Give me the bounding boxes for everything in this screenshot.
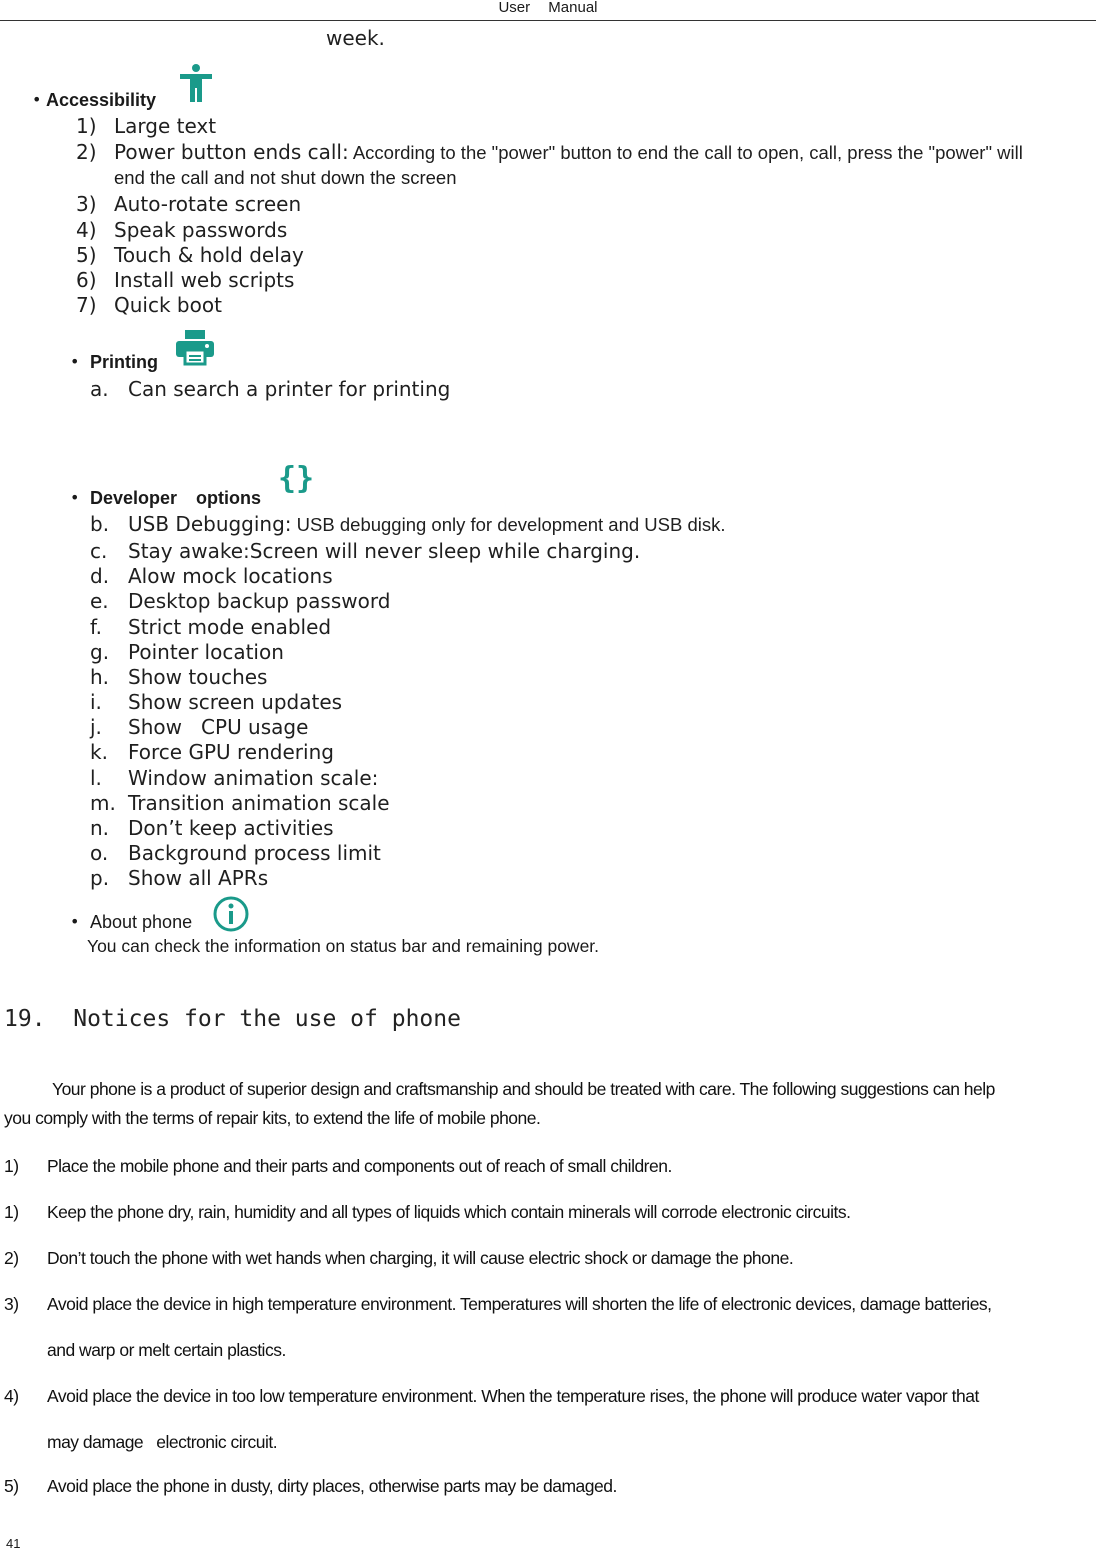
list-item (128, 791, 390, 815)
list-item-label: Window animation scale: (128, 766, 379, 790)
list-item (128, 640, 284, 664)
list-item (114, 268, 294, 292)
accessibility-icon (178, 63, 214, 103)
notice-text: Keep the phone dry, rain, humidity and all types of liquids which contain minerals will corrode electronic circuits. (47, 1202, 851, 1222)
list-item (114, 140, 1023, 165)
list-item-letter: a. (90, 377, 109, 401)
accessibility-title: Accessibility (46, 90, 157, 110)
list-item (128, 766, 378, 790)
section-intro-line-1: Your phone is a product of superior design and craftsmanship and should be treated with care. The following suggestions can help (52, 1079, 995, 1099)
intro-tail-text: week. (326, 26, 385, 50)
list-item (128, 615, 331, 639)
list-item (128, 564, 333, 588)
header-divider (0, 20, 1096, 21)
list-item-letter: h. (90, 665, 110, 689)
list-item-label: Install web scripts (114, 268, 295, 292)
list-item-label: Don’t keep activities (128, 816, 334, 840)
notice-text: Avoid place the device in high temperature environment. Temperatures will shorten the life of electronic devices, damage batteries, (47, 1294, 992, 1314)
notice-number: 1) (4, 1202, 19, 1222)
list-item-letter: n. (90, 816, 110, 840)
notice-number: 2) (4, 1248, 19, 1268)
list-item-letter: k. (90, 740, 108, 764)
list-item (128, 512, 726, 537)
notice-number: 3) (4, 1294, 19, 1314)
page-number: 41 (6, 1536, 21, 1551)
list-item-letter: i. (90, 690, 102, 714)
list-item (114, 192, 301, 216)
list-item-letter: j. (90, 715, 102, 739)
list-item-label: Quick boot (114, 293, 222, 317)
list-item (128, 816, 334, 840)
braces-icon (278, 462, 314, 494)
page-header: User Manual (498, 0, 598, 16)
bullet-marker: • (32, 90, 42, 109)
list-item-description-continued: end the call and not shut down the screen (114, 167, 457, 188)
list-item-label: Power button ends call: (114, 140, 349, 164)
list-item-number: 6) (76, 268, 97, 292)
list-item-label: Alow mock locations (128, 564, 333, 588)
section-heading: 19. Notices for the use of phone (4, 1006, 461, 1032)
section-intro-line-2: you comply with the terms of repair kits, to extend the life of mobile phone. (4, 1108, 541, 1128)
list-item (128, 539, 640, 563)
list-item-label: Show touches (128, 665, 268, 689)
list-item-letter: g. (90, 640, 110, 664)
list-item (128, 740, 334, 764)
list-item-letter: c. (90, 539, 108, 563)
list-item-number: 2) (76, 140, 97, 164)
bullet-marker: • (70, 488, 80, 507)
list-item-label: Show all APRs (128, 866, 269, 890)
printing-title: Printing (90, 352, 158, 372)
notice-text: Avoid place the device in too low temperature environment. When the temperature rises, the phone will produce water vapor that (47, 1386, 979, 1406)
list-item-label: Speak passwords (114, 218, 288, 242)
notice-text: Don’t touch the phone with wet hands when charging, it will cause electric shock or damage the phone. (47, 1248, 794, 1268)
list-item-number: 4) (76, 218, 97, 242)
notice-text: Avoid place the phone in dusty, dirty places, otherwise parts may be damaged. (47, 1476, 617, 1496)
list-item-letter: f. (90, 615, 102, 639)
notice-number: 5) (4, 1476, 19, 1496)
list-item-label: USB Debugging: (128, 512, 292, 536)
list-item-letter: p. (90, 866, 110, 890)
list-item-letter: m. (90, 791, 116, 815)
list-item-label: Desktop backup password (128, 589, 391, 613)
list-item-letter: b. (90, 512, 110, 536)
list-item-label: Show screen updates (128, 690, 343, 714)
list-item-letter: d. (90, 564, 110, 588)
list-item (128, 715, 308, 739)
printer-icon (176, 330, 214, 366)
notice-text-continued: may damage electronic circuit. (47, 1432, 278, 1452)
list-item-number: 7) (76, 293, 97, 317)
list-item-number: 3) (76, 192, 97, 216)
bullet-marker: • (70, 912, 80, 931)
list-item (114, 218, 287, 242)
svg-text:{}: {} (278, 462, 314, 494)
list-item (114, 293, 222, 317)
list-item-label: Auto-rotate screen (114, 192, 302, 216)
notice-number: 1) (4, 1156, 19, 1176)
list-item-number: 1) (76, 114, 97, 138)
list-item-label: Force GPU rendering (128, 740, 334, 764)
list-item-description: According to the "power" button to end the call to open, call, press the "power" will (348, 142, 1023, 163)
list-item-letter: e. (90, 589, 109, 613)
notice-number: 4) (4, 1386, 19, 1406)
list-item-label: Can search a printer for printing (128, 377, 451, 401)
info-icon (212, 895, 250, 933)
list-item-letter: o. (90, 841, 109, 865)
list-item (114, 243, 304, 267)
notice-text-continued: and warp or melt certain plastics. (47, 1340, 286, 1360)
list-item-label: Stay awake:Screen will never sleep while charging. (128, 539, 641, 563)
list-item-letter: l. (90, 766, 102, 790)
about-text: You can check the information on status bar and remaining power. (87, 936, 600, 956)
list-item-label: Large text (114, 114, 217, 138)
list-item-description: USB debugging only for development and USB disk. (291, 514, 726, 535)
list-item (128, 690, 342, 714)
list-item-number: 5) (76, 243, 97, 267)
list-item (128, 665, 267, 689)
developer-title: Developer options (90, 488, 262, 508)
bullet-marker: • (70, 352, 80, 371)
list-item-label: Transition animation scale (128, 791, 390, 815)
list-item-label: Pointer location (128, 640, 284, 664)
list-item (128, 866, 268, 890)
list-item-label: Background process limit (128, 841, 381, 865)
notice-text: Place the mobile phone and their parts and components out of reach of small children. (47, 1156, 672, 1176)
list-item-label: Touch & hold delay (114, 243, 304, 267)
about-title: About phone (90, 912, 193, 932)
list-item (128, 589, 390, 613)
list-item (114, 114, 216, 138)
list-item-label: Strict mode enabled (128, 615, 332, 639)
list-item-label: Show CPU usage (128, 715, 309, 739)
list-item (128, 841, 381, 865)
